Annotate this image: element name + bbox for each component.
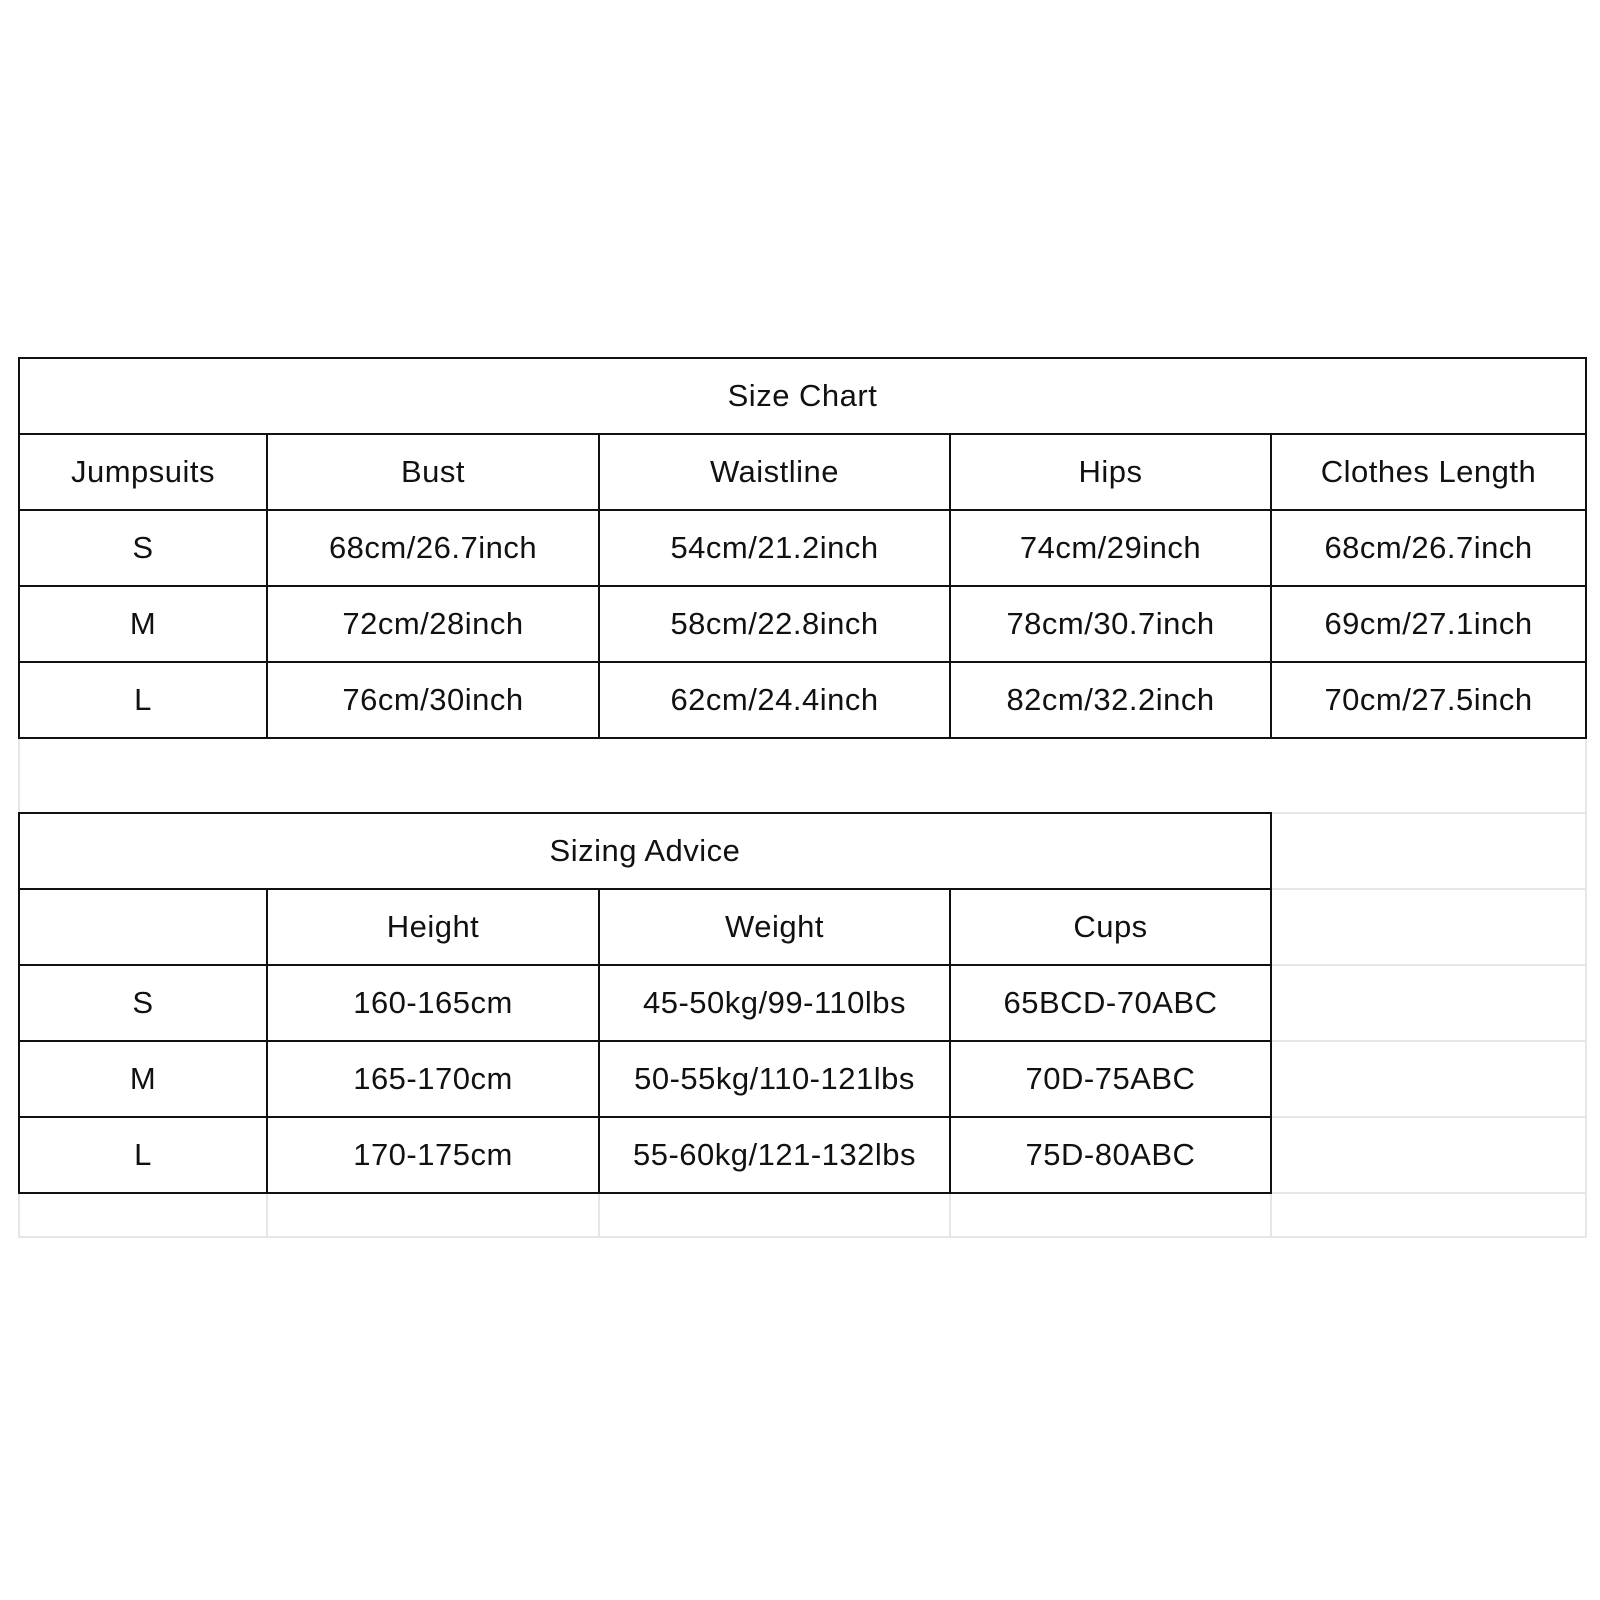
size-chart-cell: M bbox=[18, 585, 268, 663]
sizing-advice-cell: 65BCD-70ABC bbox=[949, 964, 1272, 1042]
sizing-advice-header bbox=[18, 888, 268, 966]
gridline-bottom bbox=[18, 1236, 1587, 1238]
size-chart-cell: 68cm/26.7inch bbox=[266, 509, 600, 587]
size-chart-cell: 68cm/26.7inch bbox=[1270, 509, 1587, 587]
size-chart-cell: 70cm/27.5inch bbox=[1270, 661, 1587, 739]
sizing-advice-cell: 165-170cm bbox=[266, 1040, 600, 1118]
size-chart-cell: 74cm/29inch bbox=[949, 509, 1272, 587]
size-chart-cell: 54cm/21.2inch bbox=[598, 509, 951, 587]
size-chart-header: Jumpsuits bbox=[18, 433, 268, 511]
gridline-h-5 bbox=[1270, 1192, 1587, 1194]
size-chart-cell: 69cm/27.1inch bbox=[1270, 585, 1587, 663]
sizing-advice-cell: 170-175cm bbox=[266, 1116, 600, 1194]
size-chart-cell: L bbox=[18, 661, 268, 739]
sizing-advice-title: Sizing Advice bbox=[18, 812, 1272, 890]
sizing-advice-header: Height bbox=[266, 888, 600, 966]
size-chart-cell: 76cm/30inch bbox=[266, 661, 600, 739]
sizing-advice-header: Weight bbox=[598, 888, 951, 966]
gridline-h-0 bbox=[1270, 812, 1587, 814]
sizing-advice-cell: 45-50kg/99-110lbs bbox=[598, 964, 951, 1042]
size-chart-header: Waistline bbox=[598, 433, 951, 511]
sizing-advice-cell: 75D-80ABC bbox=[949, 1116, 1272, 1194]
sizing-advice-cell: S bbox=[18, 964, 268, 1042]
size-chart-cell: S bbox=[18, 509, 268, 587]
gridline-h-3 bbox=[1270, 1040, 1587, 1042]
sizing-advice-cell: M bbox=[18, 1040, 268, 1118]
sizing-advice-cell: 70D-75ABC bbox=[949, 1040, 1272, 1118]
sizing-advice-header: Cups bbox=[949, 888, 1272, 966]
gridline-v-2 bbox=[949, 1192, 951, 1238]
size-chart-cell: 62cm/24.4inch bbox=[598, 661, 951, 739]
size-chart-cell: 72cm/28inch bbox=[266, 585, 600, 663]
gridline-h-2 bbox=[1270, 964, 1587, 966]
gridline-h-4 bbox=[1270, 1116, 1587, 1118]
gridline-v-3 bbox=[1270, 1192, 1272, 1238]
gridline-v-0 bbox=[266, 1192, 268, 1238]
size-chart-cell: 78cm/30.7inch bbox=[949, 585, 1272, 663]
size-chart-header: Bust bbox=[266, 433, 600, 511]
sizing-advice-cell: 55-60kg/121-132lbs bbox=[598, 1116, 951, 1194]
size-chart-cell: 58cm/22.8inch bbox=[598, 585, 951, 663]
gridline-v-1 bbox=[598, 1192, 600, 1238]
sizing-advice-cell: L bbox=[18, 1116, 268, 1194]
size-chart-cell: 82cm/32.2inch bbox=[949, 661, 1272, 739]
size-chart-title: Size Chart bbox=[18, 357, 1587, 435]
size-chart-header: Clothes Length bbox=[1270, 433, 1587, 511]
gridline-h-1 bbox=[1270, 888, 1587, 890]
size-chart-header: Hips bbox=[949, 433, 1272, 511]
sizing-advice-cell: 160-165cm bbox=[266, 964, 600, 1042]
sizing-advice-cell: 50-55kg/110-121lbs bbox=[598, 1040, 951, 1118]
